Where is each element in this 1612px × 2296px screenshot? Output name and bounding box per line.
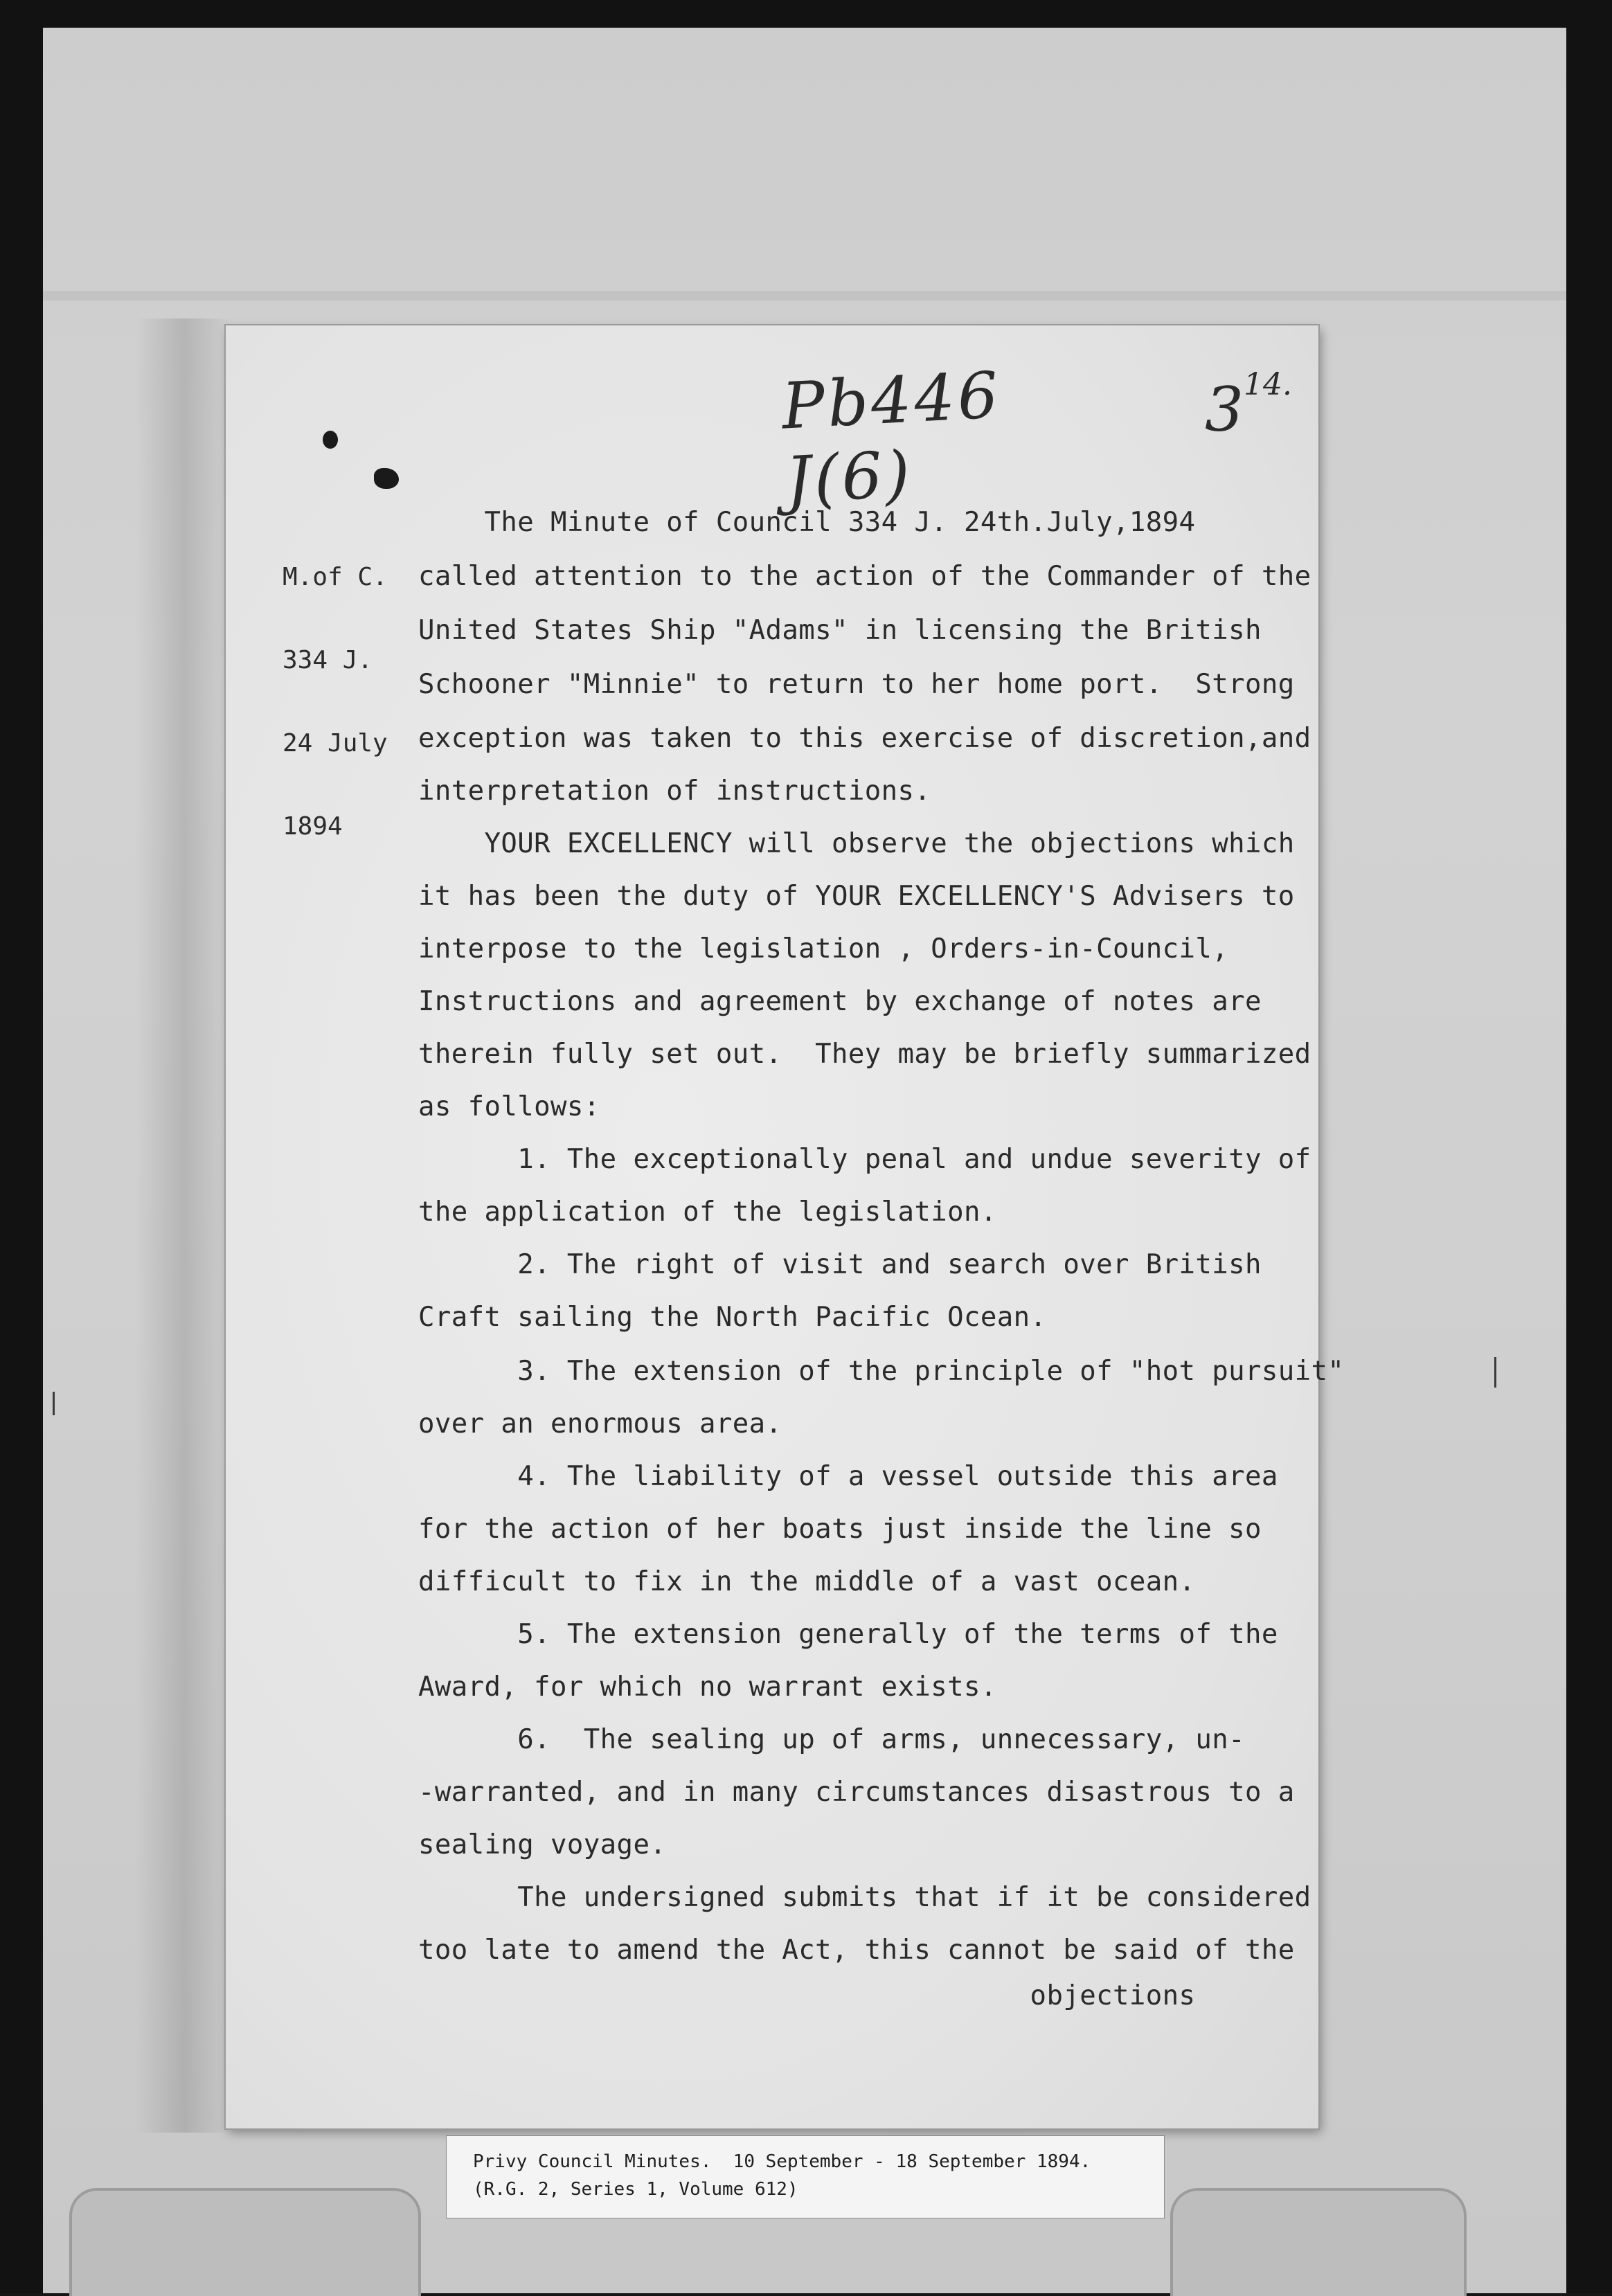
text-line: 3. The extension of the principle of "hot pursuit" bbox=[418, 1356, 1345, 1387]
text-line: too late to amend the Act, this cannot be said of the bbox=[418, 1935, 1295, 1966]
text-line: for the action of her boats just inside the line so bbox=[418, 1514, 1262, 1545]
text-line: 6. The sealing up of arms, unnecessary, un- bbox=[418, 1724, 1245, 1755]
text-line: therein fully set out. They may be briefly summarized bbox=[418, 1039, 1311, 1070]
film-scratch bbox=[1494, 1357, 1496, 1388]
margin-note-line: 24 July bbox=[283, 729, 388, 757]
text-line: YOUR EXCELLENCY will observe the objections which bbox=[418, 828, 1295, 859]
text-line: Schooner "Minnie" to return to her home port. Strong bbox=[418, 669, 1295, 700]
text-line: over an enormous area. bbox=[418, 1408, 782, 1440]
film-holder-clip-left bbox=[69, 2188, 421, 2296]
text-line: United States Ship "Adams" in licensing the British bbox=[418, 615, 1262, 646]
punch-hole-mark bbox=[374, 468, 399, 489]
text-line: exception was taken to this exercise of discretion,and bbox=[418, 723, 1311, 754]
text-line: interpose to the legislation , Orders-in-Council, bbox=[418, 933, 1229, 965]
margin-note-line: 334 J. bbox=[283, 646, 373, 674]
text-line: Instructions and agreement by exchange of notes are bbox=[418, 986, 1262, 1017]
text-line: Award, for which no warrant exists. bbox=[418, 1671, 997, 1703]
film-holder-clip-right bbox=[1170, 2188, 1467, 2296]
page-number-sup: 14. bbox=[1244, 367, 1292, 402]
text-line: sealing voyage. bbox=[418, 1829, 667, 1860]
caption-reference: (R.G. 2, Series 1, Volume 612) bbox=[473, 2179, 798, 2200]
text-line: interpretation of instructions. bbox=[418, 775, 931, 807]
margin-note bbox=[283, 508, 407, 868]
text-line: 5. The extension generally of the terms of the bbox=[418, 1619, 1278, 1650]
margin-note-line: 1894 bbox=[283, 812, 343, 841]
text-line: 4. The liability of a vessel outside this area bbox=[418, 1461, 1278, 1492]
text-line: The undersigned submits that if it be considered bbox=[418, 1882, 1311, 1913]
film-scratch bbox=[53, 1392, 55, 1415]
page-number bbox=[1205, 367, 1316, 457]
text-line: the application of the legislation. bbox=[418, 1196, 997, 1228]
text-line: objections bbox=[418, 1980, 1196, 2011]
backdrop-band bbox=[43, 291, 1566, 301]
archive-caption-label bbox=[446, 2135, 1165, 2218]
text-line: called attention to the action of the Commander of the bbox=[418, 561, 1311, 592]
punch-hole-mark bbox=[323, 431, 338, 449]
text-line: -warranted, and in many circumstances disastrous to a bbox=[418, 1777, 1295, 1808]
text-line: 1. The exceptionally penal and undue severity of bbox=[418, 1144, 1311, 1175]
caption-title: Privy Council Minutes. 10 September - 18 September 1894. bbox=[473, 2151, 1091, 2172]
page-number-main: 3 bbox=[1205, 374, 1244, 445]
text-line: it has been the duty of YOUR EXCELLENCY'S Advisers to bbox=[418, 881, 1295, 912]
text-line: The Minute of Council 334 J. 24th.July,1894 bbox=[418, 507, 1196, 538]
text-line: Craft sailing the North Pacific Ocean. bbox=[418, 1302, 1047, 1333]
margin-note-line: M.of C. bbox=[283, 563, 388, 591]
handwritten-reference: Pb446 J(6) bbox=[780, 358, 1003, 518]
text-line: difficult to fix in the middle of a vast ocean. bbox=[418, 1566, 1196, 1597]
text-line: as follows: bbox=[418, 1091, 600, 1122]
sheet-shadow bbox=[136, 319, 233, 2133]
text-line: 2. The right of visit and search over British bbox=[418, 1249, 1262, 1280]
